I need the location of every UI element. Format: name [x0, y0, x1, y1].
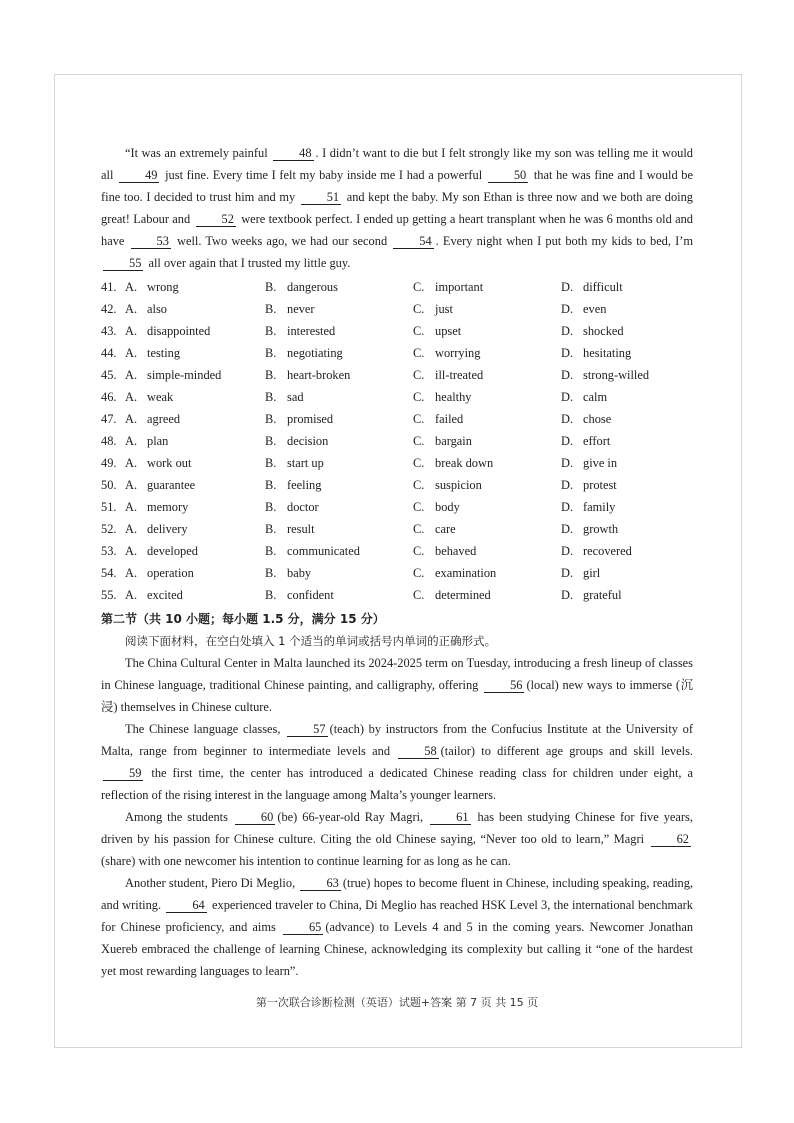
option-letter: A. [125, 280, 138, 294]
option-c[interactable] [413, 320, 561, 342]
option-letter: D. [561, 324, 574, 338]
option-d[interactable] [561, 386, 671, 408]
option-a[interactable] [125, 276, 265, 298]
option-d[interactable] [561, 364, 671, 386]
option-letter: D. [561, 522, 574, 536]
answer-blank[interactable]: 55 [103, 257, 143, 271]
option-text: shocked [583, 324, 624, 338]
option-b[interactable] [265, 386, 413, 408]
option-a[interactable] [125, 518, 265, 540]
option-letter: D. [561, 478, 574, 492]
option-text: grateful [583, 588, 622, 602]
text-run: . Every night when I put both my kids to bed, I’m [435, 234, 693, 248]
option-c[interactable] [413, 386, 561, 408]
option-text: doctor [287, 500, 319, 514]
option-c[interactable] [413, 452, 561, 474]
option-text: developed [147, 544, 198, 558]
option-letter: B. [265, 346, 277, 360]
option-a[interactable] [125, 584, 265, 606]
option-letter: B. [265, 390, 277, 404]
option-letter: C. [413, 566, 425, 580]
option-text: sad [287, 390, 304, 404]
option-letter: C. [413, 280, 425, 294]
option-text: body [435, 500, 460, 514]
option-letter: D. [561, 346, 574, 360]
option-text: negotiating [287, 346, 343, 360]
answer-blank[interactable]: 58 [398, 745, 438, 759]
option-letter: C. [413, 302, 425, 316]
option-d[interactable] [561, 496, 671, 518]
option-b[interactable] [265, 540, 413, 562]
option-c[interactable] [413, 408, 561, 430]
option-c[interactable] [413, 474, 561, 496]
option-letter: A. [125, 346, 138, 360]
text-run: (teach) by instructors from the Confucius Institute at the University of Malta, range from beginner to intermediate levels and [101, 722, 693, 758]
option-d[interactable] [561, 298, 671, 320]
option-c[interactable] [413, 364, 561, 386]
option-text: girl [583, 566, 601, 580]
option-text: work out [147, 456, 192, 470]
option-row [101, 496, 693, 518]
text-run: Among the students [125, 810, 233, 824]
page-content [101, 142, 693, 982]
option-c[interactable] [413, 496, 561, 518]
option-letter: C. [413, 544, 425, 558]
option-text: hesitating [583, 346, 632, 360]
text-run: were textbook perfect. I ended up getting a heart transplant when he was 6 months old and have [101, 212, 693, 248]
option-letter: C. [413, 324, 425, 338]
option-letter: A. [125, 566, 138, 580]
option-text: testing [147, 346, 181, 360]
text-run: (local) new ways to immerse (沉浸) themselves in Chinese culture. [101, 678, 693, 714]
option-text: disappointed [147, 324, 211, 338]
option-letter: B. [265, 478, 277, 492]
question-number: 55. [101, 588, 117, 602]
option-text: care [435, 522, 456, 536]
option-b[interactable] [265, 518, 413, 540]
text-run: and kept the baby. My son Ethan is three now and we both are doing great! Labour and [101, 190, 693, 226]
option-letter: B. [265, 412, 277, 426]
option-text: delivery [147, 522, 188, 536]
option-d[interactable] [561, 584, 671, 606]
option-letter: C. [413, 588, 425, 602]
option-text: break down [435, 456, 494, 470]
text-run: just fine. Every time I felt my baby inside me I had a powerful [161, 168, 486, 182]
option-letter: C. [413, 522, 425, 536]
option-text: important [435, 280, 484, 294]
text-run: (be) 66-year-old Ray Magri, [277, 810, 429, 824]
option-d[interactable] [561, 408, 671, 430]
option-text: start up [287, 456, 324, 470]
option-c[interactable] [413, 584, 561, 606]
option-letter: D. [561, 500, 574, 514]
option-row [101, 540, 693, 562]
option-text: never [287, 302, 315, 316]
section-title: 第二节（共 10 小题；每小题 1.5 分，满分 15 分） [101, 612, 385, 626]
option-letter: A. [125, 390, 138, 404]
question-number: 43. [101, 324, 117, 338]
option-text: guarantee [147, 478, 196, 492]
option-c[interactable] [413, 518, 561, 540]
option-letter: C. [413, 478, 425, 492]
option-text: also [147, 302, 167, 316]
option-letter: C. [413, 500, 425, 514]
answer-blank[interactable]: 54 [393, 235, 433, 249]
option-text: even [583, 302, 607, 316]
option-letter: B. [265, 280, 277, 294]
option-letter: A. [125, 588, 138, 602]
option-text: feeling [287, 478, 322, 492]
option-row [101, 430, 693, 452]
option-d[interactable] [561, 562, 671, 584]
answer-blank[interactable]: 57 [287, 723, 327, 737]
option-row [101, 584, 693, 606]
section-instruction: 阅读下面材料，在空白处填入 1 个适当的单词或括号内单词的正确形式。 [125, 634, 497, 648]
option-letter: B. [265, 588, 277, 602]
option-letter: D. [561, 456, 574, 470]
options-table [101, 276, 693, 606]
option-a[interactable] [125, 452, 265, 474]
option-letter: C. [413, 412, 425, 426]
option-row [101, 562, 693, 584]
option-letter: A. [125, 368, 138, 382]
option-a[interactable] [125, 474, 265, 496]
option-row [101, 298, 693, 320]
page-footer: 第一次联合诊断检测（英语）试题+答案 第 7 页 共 15 页 [255, 996, 539, 1009]
answer-blank[interactable]: 50 [488, 169, 528, 183]
text-run: (true) hopes to become fluent in Chinese, including speaking, reading, and writing. [101, 876, 693, 912]
option-text: decision [287, 434, 329, 448]
option-text: difficult [583, 280, 623, 294]
option-a[interactable] [125, 430, 265, 452]
option-text: give in [583, 456, 618, 470]
option-b[interactable] [265, 430, 413, 452]
option-text: suspicion [435, 478, 482, 492]
text-run: The Chinese language classes, [125, 722, 286, 736]
option-b[interactable] [265, 496, 413, 518]
option-text: family [583, 500, 616, 514]
text-run: . I didn’t want to die but I felt strongly like my son was telling me it would all [101, 146, 694, 182]
option-text: upset [435, 324, 462, 338]
answer-blank[interactable]: 60 [235, 811, 275, 825]
passage-paragraph [101, 806, 693, 872]
option-letter: B. [265, 324, 277, 338]
answer-blank[interactable]: 56 [484, 679, 524, 693]
option-letter: B. [265, 456, 277, 470]
option-text: bargain [435, 434, 472, 448]
option-row [101, 364, 693, 386]
text-run: has been studying Chinese for five years, driven by his passion for Chinese culture. Citing the old Chinese saying, “Never too old to learn,” Magri [101, 810, 693, 846]
answer-blank[interactable]: 65 [283, 921, 323, 935]
option-letter: D. [561, 368, 574, 382]
passage-2 [101, 652, 693, 982]
option-text: simple-minded [147, 368, 222, 382]
option-text: calm [583, 390, 608, 404]
question-number: 51. [101, 500, 117, 514]
option-text: wrong [147, 280, 179, 294]
option-row [101, 276, 693, 298]
text-run: the first time, the center has introduced a dedicated Chinese reading class for children under eight, a reflection of the rising interest in the language among Malta’s younger learners. [101, 766, 693, 802]
question-number: 48. [101, 434, 117, 448]
option-c[interactable] [413, 298, 561, 320]
option-text: dangerous [287, 280, 338, 294]
option-letter: D. [561, 280, 574, 294]
option-a[interactable] [125, 386, 265, 408]
option-a[interactable] [125, 342, 265, 364]
option-row [101, 408, 693, 430]
text-run: (tailor) to different age groups and skill levels. [440, 744, 693, 758]
text-run: (advance) to Levels 4 and 5 in the coming years. Newcomer Jonathan Xuereb embraced the challenge of learning Chinese, acknowledging its complexity but calling it “one of the hardest yet most rewarding languages to learn”. [101, 920, 694, 978]
option-text: interested [287, 324, 336, 338]
text-run: well. Two weeks ago, we had our second [172, 234, 392, 248]
option-text: communicated [287, 544, 360, 558]
option-b[interactable] [265, 584, 413, 606]
option-row [101, 342, 693, 364]
option-text: protest [583, 478, 617, 492]
option-letter: A. [125, 456, 138, 470]
option-row [101, 452, 693, 474]
option-c[interactable] [413, 342, 561, 364]
option-c[interactable] [413, 562, 561, 584]
option-b[interactable] [265, 474, 413, 496]
option-letter: D. [561, 302, 574, 316]
option-letter: A. [125, 412, 138, 426]
question-number: 42. [101, 302, 117, 316]
text-run: (share) with one newcomer his intention to continue learning for as long as he can. [101, 854, 511, 868]
text-run: The China Cultural Center in Malta launched its 2024-2025 term on Tuesday, introducing a fresh lineup of classes in Chinese language, traditional Chinese painting, and calligraphy, offering [101, 656, 693, 692]
option-text: effort [583, 434, 611, 448]
option-text: result [287, 522, 315, 536]
option-b[interactable] [265, 320, 413, 342]
text-run: Another student, Piero Di Meglio, [125, 876, 299, 890]
option-letter: B. [265, 544, 277, 558]
option-text: healthy [435, 390, 472, 404]
option-text: recovered [583, 544, 632, 558]
question-number: 52. [101, 522, 117, 536]
option-text: failed [435, 412, 464, 426]
option-letter: D. [561, 544, 574, 558]
text-run: all over again that I trusted my little guy. [145, 256, 351, 270]
option-text: ill-treated [435, 368, 484, 382]
option-d[interactable] [561, 342, 671, 364]
option-text: operation [147, 566, 194, 580]
option-a[interactable] [125, 320, 265, 342]
option-d[interactable] [561, 518, 671, 540]
option-letter: C. [413, 346, 425, 360]
option-letter: A. [125, 302, 138, 316]
option-b[interactable] [265, 408, 413, 430]
text-run: that he was fine and I would be fine too. I decided to trust him and my [101, 168, 694, 204]
option-a[interactable] [125, 496, 265, 518]
option-letter: A. [125, 434, 138, 448]
question-number: 50. [101, 478, 117, 492]
passage-paragraph [101, 652, 693, 718]
option-letter: C. [413, 390, 425, 404]
option-row [101, 386, 693, 408]
question-number: 47. [101, 412, 117, 426]
option-row [101, 518, 693, 540]
question-number: 53. [101, 544, 117, 558]
option-text: just [435, 302, 453, 316]
option-letter: D. [561, 434, 574, 448]
option-letter: B. [265, 434, 277, 448]
option-letter: B. [265, 302, 277, 316]
option-text: agreed [147, 412, 181, 426]
option-text: baby [287, 566, 312, 580]
question-number: 44. [101, 346, 117, 360]
option-letter: D. [561, 588, 574, 602]
option-text: chose [583, 412, 612, 426]
option-text: confident [287, 588, 334, 602]
answer-blank[interactable]: 48 [273, 147, 313, 161]
option-d[interactable] [561, 452, 671, 474]
option-letter: D. [561, 566, 574, 580]
option-text: examination [435, 566, 497, 580]
option-d[interactable] [561, 320, 671, 342]
option-letter: A. [125, 478, 138, 492]
option-text: determined [435, 588, 491, 602]
answer-blank[interactable]: 62 [651, 833, 691, 847]
option-text: worrying [435, 346, 481, 360]
answer-blank[interactable]: 61 [430, 811, 470, 825]
text-run: experienced traveler to China, Di Meglio has reached HSK Level 3, the international benchmark for Chinese proficiency, and aims [101, 898, 693, 934]
option-text: weak [147, 390, 174, 404]
option-text: promised [287, 412, 334, 426]
option-a[interactable] [125, 298, 265, 320]
option-d[interactable] [561, 276, 671, 298]
option-letter: A. [125, 522, 138, 536]
answer-blank[interactable]: 53 [131, 235, 171, 249]
question-number: 49. [101, 456, 117, 470]
answer-blank[interactable]: 64 [166, 899, 206, 913]
question-number: 46. [101, 390, 117, 404]
option-a[interactable] [125, 562, 265, 584]
passage-paragraph [101, 142, 693, 274]
answer-blank[interactable]: 49 [119, 169, 159, 183]
option-a[interactable] [125, 540, 265, 562]
option-a[interactable] [125, 408, 265, 430]
option-letter: B. [265, 522, 277, 536]
answer-blank[interactable]: 52 [196, 213, 236, 227]
text-run: “It was an extremely painful [125, 146, 272, 160]
passage-paragraph [101, 718, 693, 806]
passage-paragraph [101, 872, 693, 982]
option-b[interactable] [265, 452, 413, 474]
option-text: excited [147, 588, 183, 602]
option-a[interactable] [125, 364, 265, 386]
option-b[interactable] [265, 342, 413, 364]
option-text: plan [147, 434, 169, 448]
answer-blank[interactable]: 51 [301, 191, 341, 205]
answer-blank[interactable]: 59 [103, 767, 143, 781]
option-b[interactable] [265, 298, 413, 320]
option-d[interactable] [561, 474, 671, 496]
option-c[interactable] [413, 430, 561, 452]
option-letter: A. [125, 544, 138, 558]
question-number: 54. [101, 566, 117, 580]
option-row [101, 320, 693, 342]
option-text: strong-willed [583, 368, 650, 382]
option-letter: D. [561, 412, 574, 426]
option-letter: D. [561, 390, 574, 404]
option-d[interactable] [561, 540, 671, 562]
option-letter: B. [265, 500, 277, 514]
option-letter: A. [125, 324, 138, 338]
option-letter: C. [413, 456, 425, 470]
option-letter: A. [125, 500, 138, 514]
option-row [101, 474, 693, 496]
option-letter: B. [265, 368, 277, 382]
question-number: 45. [101, 368, 117, 382]
option-letter: C. [413, 368, 425, 382]
option-b[interactable] [265, 364, 413, 386]
option-b[interactable] [265, 562, 413, 584]
option-text: growth [583, 522, 619, 536]
option-text: memory [147, 500, 189, 514]
option-b[interactable] [265, 276, 413, 298]
option-text: behaved [435, 544, 477, 558]
option-letter: C. [413, 434, 425, 448]
answer-blank[interactable]: 63 [300, 877, 340, 891]
option-text: heart-broken [287, 368, 351, 382]
option-d[interactable] [561, 430, 671, 452]
option-letter: B. [265, 566, 277, 580]
option-c[interactable] [413, 276, 561, 298]
option-c[interactable] [413, 540, 561, 562]
question-number: 41. [101, 280, 117, 294]
